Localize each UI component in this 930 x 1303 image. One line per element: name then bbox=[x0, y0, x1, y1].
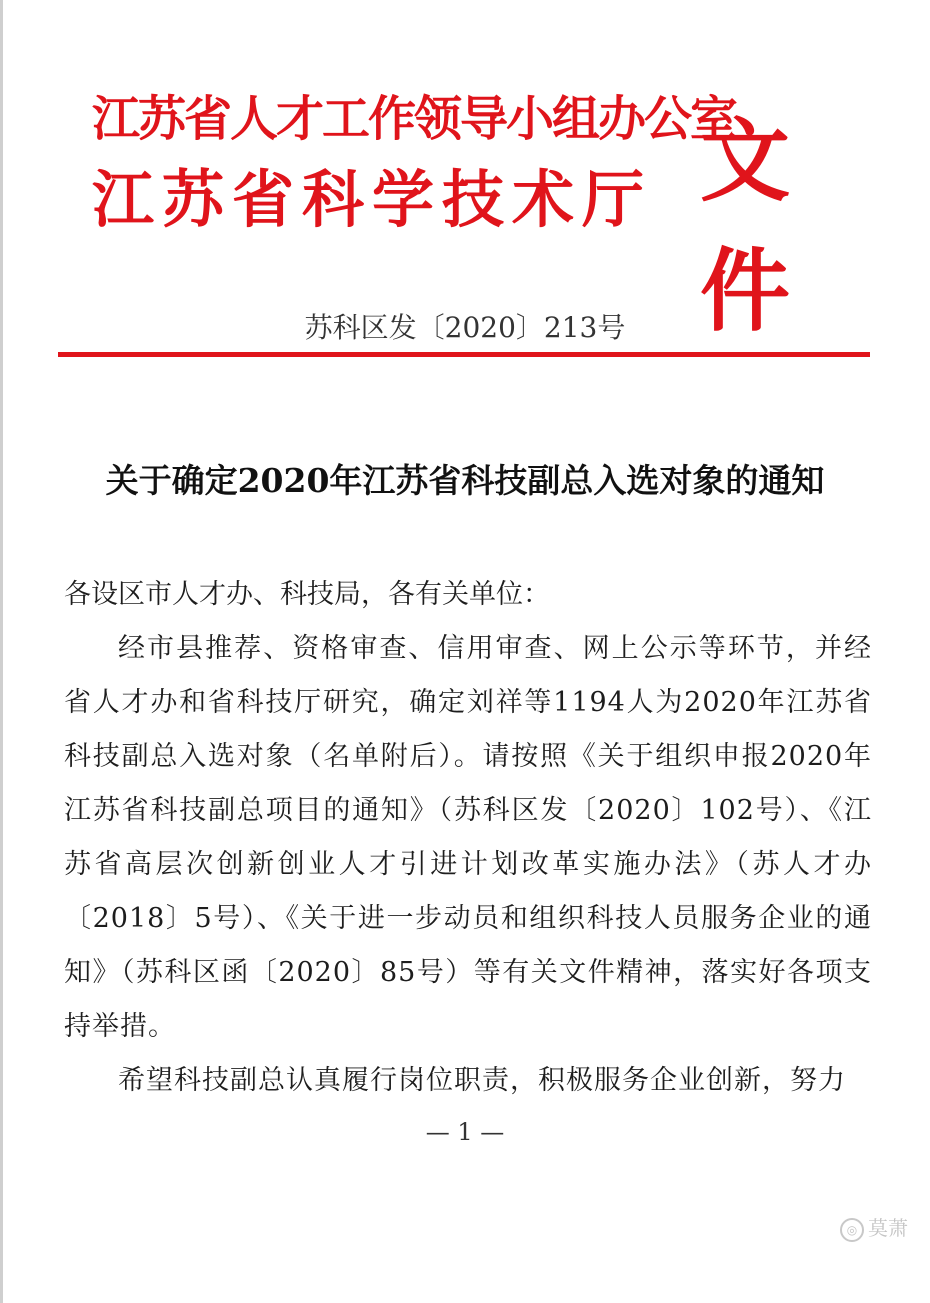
document-title: 关于确定2020年江苏省科技副总入选对象的通知 bbox=[105, 461, 825, 500]
body-paragraph-2: 希望科技副总认真履行岗位职责，积极服务企业创新，努力 bbox=[118, 1065, 846, 1096]
salutation: 各设区市人才办、科技局，各有关单位： bbox=[64, 579, 550, 610]
document-body bbox=[64, 568, 872, 1108]
document-number: 苏科区发〔2020〕213号 bbox=[304, 311, 626, 344]
watermark-text: 莫萧 bbox=[868, 1216, 908, 1240]
body-paragraph-1: 经市县推荐、资格审查、信用审查、网上公示等环节，并经省人才办和省科技厅研究，确定刘祥等1194人为2020年江苏省科技副总入选对象（名单附后）。请按照《关于组织申报2020年江苏省科技副总项目的通知》（苏科区发〔2020〕102号）、《江苏省高层次创新创业人才引进计划改革实施办法》（苏人才办〔2018〕5号）、《关于进一步动员和组织科技人员服务企业的通知》（苏科区函〔2020〕85号）等有关文件精神，落实好各项支持举措。 bbox=[64, 633, 872, 1042]
org-name-line1: 江苏省人才工作领导小组办公室 bbox=[92, 91, 737, 147]
document-type-label: 文件 bbox=[700, 108, 792, 344]
watermark-logo-icon: ◎ bbox=[840, 1218, 864, 1242]
page-number: — 1 — bbox=[425, 1118, 505, 1146]
page-edge bbox=[0, 0, 3, 1303]
org-name-line2: 江苏省科学技术厅 bbox=[92, 163, 653, 236]
red-divider-line bbox=[58, 352, 870, 357]
watermark bbox=[840, 1212, 908, 1242]
